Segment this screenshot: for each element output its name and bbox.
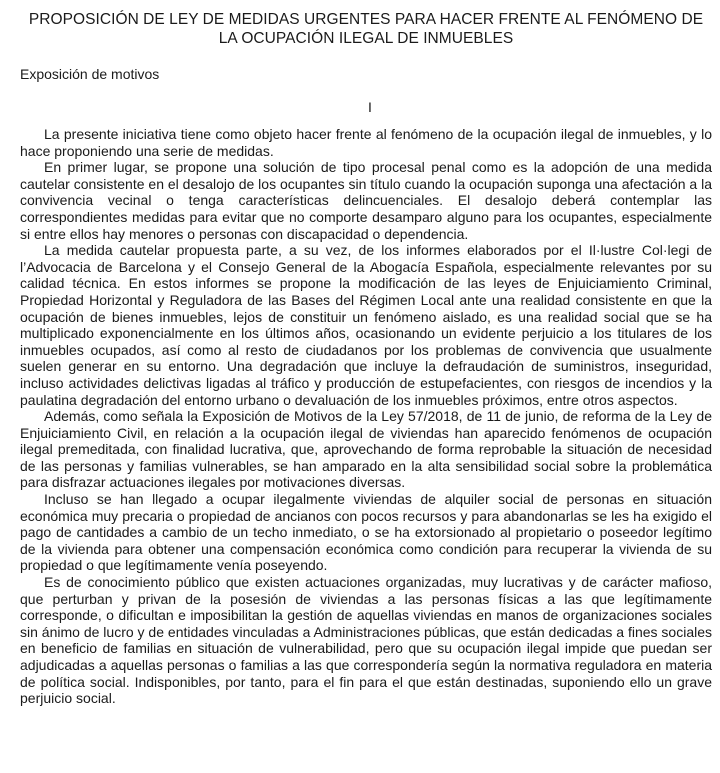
paragraph: La presente iniciativa tiene como objeto hacer frente al fenómeno de la ocupación ilegal de inmuebles, y lo hace proponiendo una serie de medidas. (20, 126, 712, 159)
paragraph: La medida cautelar propuesta parte, a su vez, de los informes elaborados por el Il·lustre Col·legi de l’Advocacia de Barcelona y el Consejo General de la Abogacía Española, especialmente relevantes por su calidad técnica. En estos informes se propone la modificación de las leyes de Enjuiciamiento Criminal, Propiedad Horizontal y Reguladora de las Bases del Régimen Local ante una realidad consistente en que la ocupación de bienes inmuebles, lejos de constituir un fenómeno aislado, es una realidad social que se ha multiplicado exponencialmente en los últimos años, ocasionando un evidente perjuicio a los titulares de los inmuebles ocupados, así como al resto de ciudadanos por los problemas de convivencia que usualmente suelen generar en su entorno. Una degradación que incluye la defraudación de suministros, inseguridad, incluso actividades delictivas ligadas al tráfico y producción de estupefacientes, con riesgos de incendios y la paulatina degradación del entorno urbano o devaluación de los inmuebles próximos, entre otros aspectos. (20, 242, 712, 408)
section-heading: Exposición de motivos (20, 66, 160, 82)
section-number: I (368, 99, 372, 115)
paragraph: Es de conocimiento público que existen actuaciones organizadas, muy lucrativas y de carácter mafioso, que perturban y privan de la posesión de viviendas a las personas físicas a las que legítimamente corresponde, o dificultan e imposibilitan la gestión de aquellas viviendas en manos de organizaciones sociales sin ánimo de lucro y de entidades vinculadas a Administraciones públicas, que están dedicadas a fines sociales en beneficio de familias en situación de vulnerabilidad, pero que su ocupación ilegal impide que puedan ser adjudicadas a aquellas personas o familias a las que correspondería según la normativa reguladora en materia de política social. Indisponibles, por tanto, para el fin para el que están destinadas, suponiendo ello un grave perjuicio social. (20, 574, 712, 707)
paragraph: En primer lugar, se propone una solución de tipo procesal penal como es la adopción de una medida cautelar consistente en el desalojo de los ocupantes sin título cuando la ocupación suponga una afectación a la convivencia vecinal o tenga características delincuenciales. El desalojo deberá contemplar las correspondientes medidas para evitar que no comporte desamparo alguno para los ocupantes, especialmente si entre ellos hay menores o personas con discapacidad o dependencia. (20, 159, 712, 242)
paragraph: Incluso se han llegado a ocupar ilegalmente viviendas de alquiler social de personas en situación económica muy precaria o propiedad de ancianos con pocos recursos y para abandonarlas se les ha exigido el pago de cantidades a cambio de un techo inmediato, o se ha extorsionado al propietario o poseedor legítimo de la vivienda para obtener una compensación económica como condición para recuperar la vivienda de su propiedad o que legítimamente venía poseyendo. (20, 491, 712, 574)
document-title: PROPOSICIÓN DE LEY DE MEDIDAS URGENTES PARA HACER FRENTE AL FENÓMENO DE LA OCUPACIÓN ILEGAL DE INMUEBLES (28, 11, 704, 47)
body-text (20, 126, 712, 707)
paragraph: Además, como señala la Exposición de Motivos de la Ley 57/2018, de 11 de junio, de reforma de la Ley de Enjuiciamiento Civil, en relación a la ocupación ilegal de viviendas han aparecido fenómenos de ocupación ilegal premeditada, con finalidad lucrativa, que, aprovechando de forma reprobable la situación de necesidad de las personas y familias vulnerables, se han amparado en la alta sensibilidad social sobre la problemática para disfrazar actuaciones ilegales por motivaciones diversas. (20, 408, 712, 491)
